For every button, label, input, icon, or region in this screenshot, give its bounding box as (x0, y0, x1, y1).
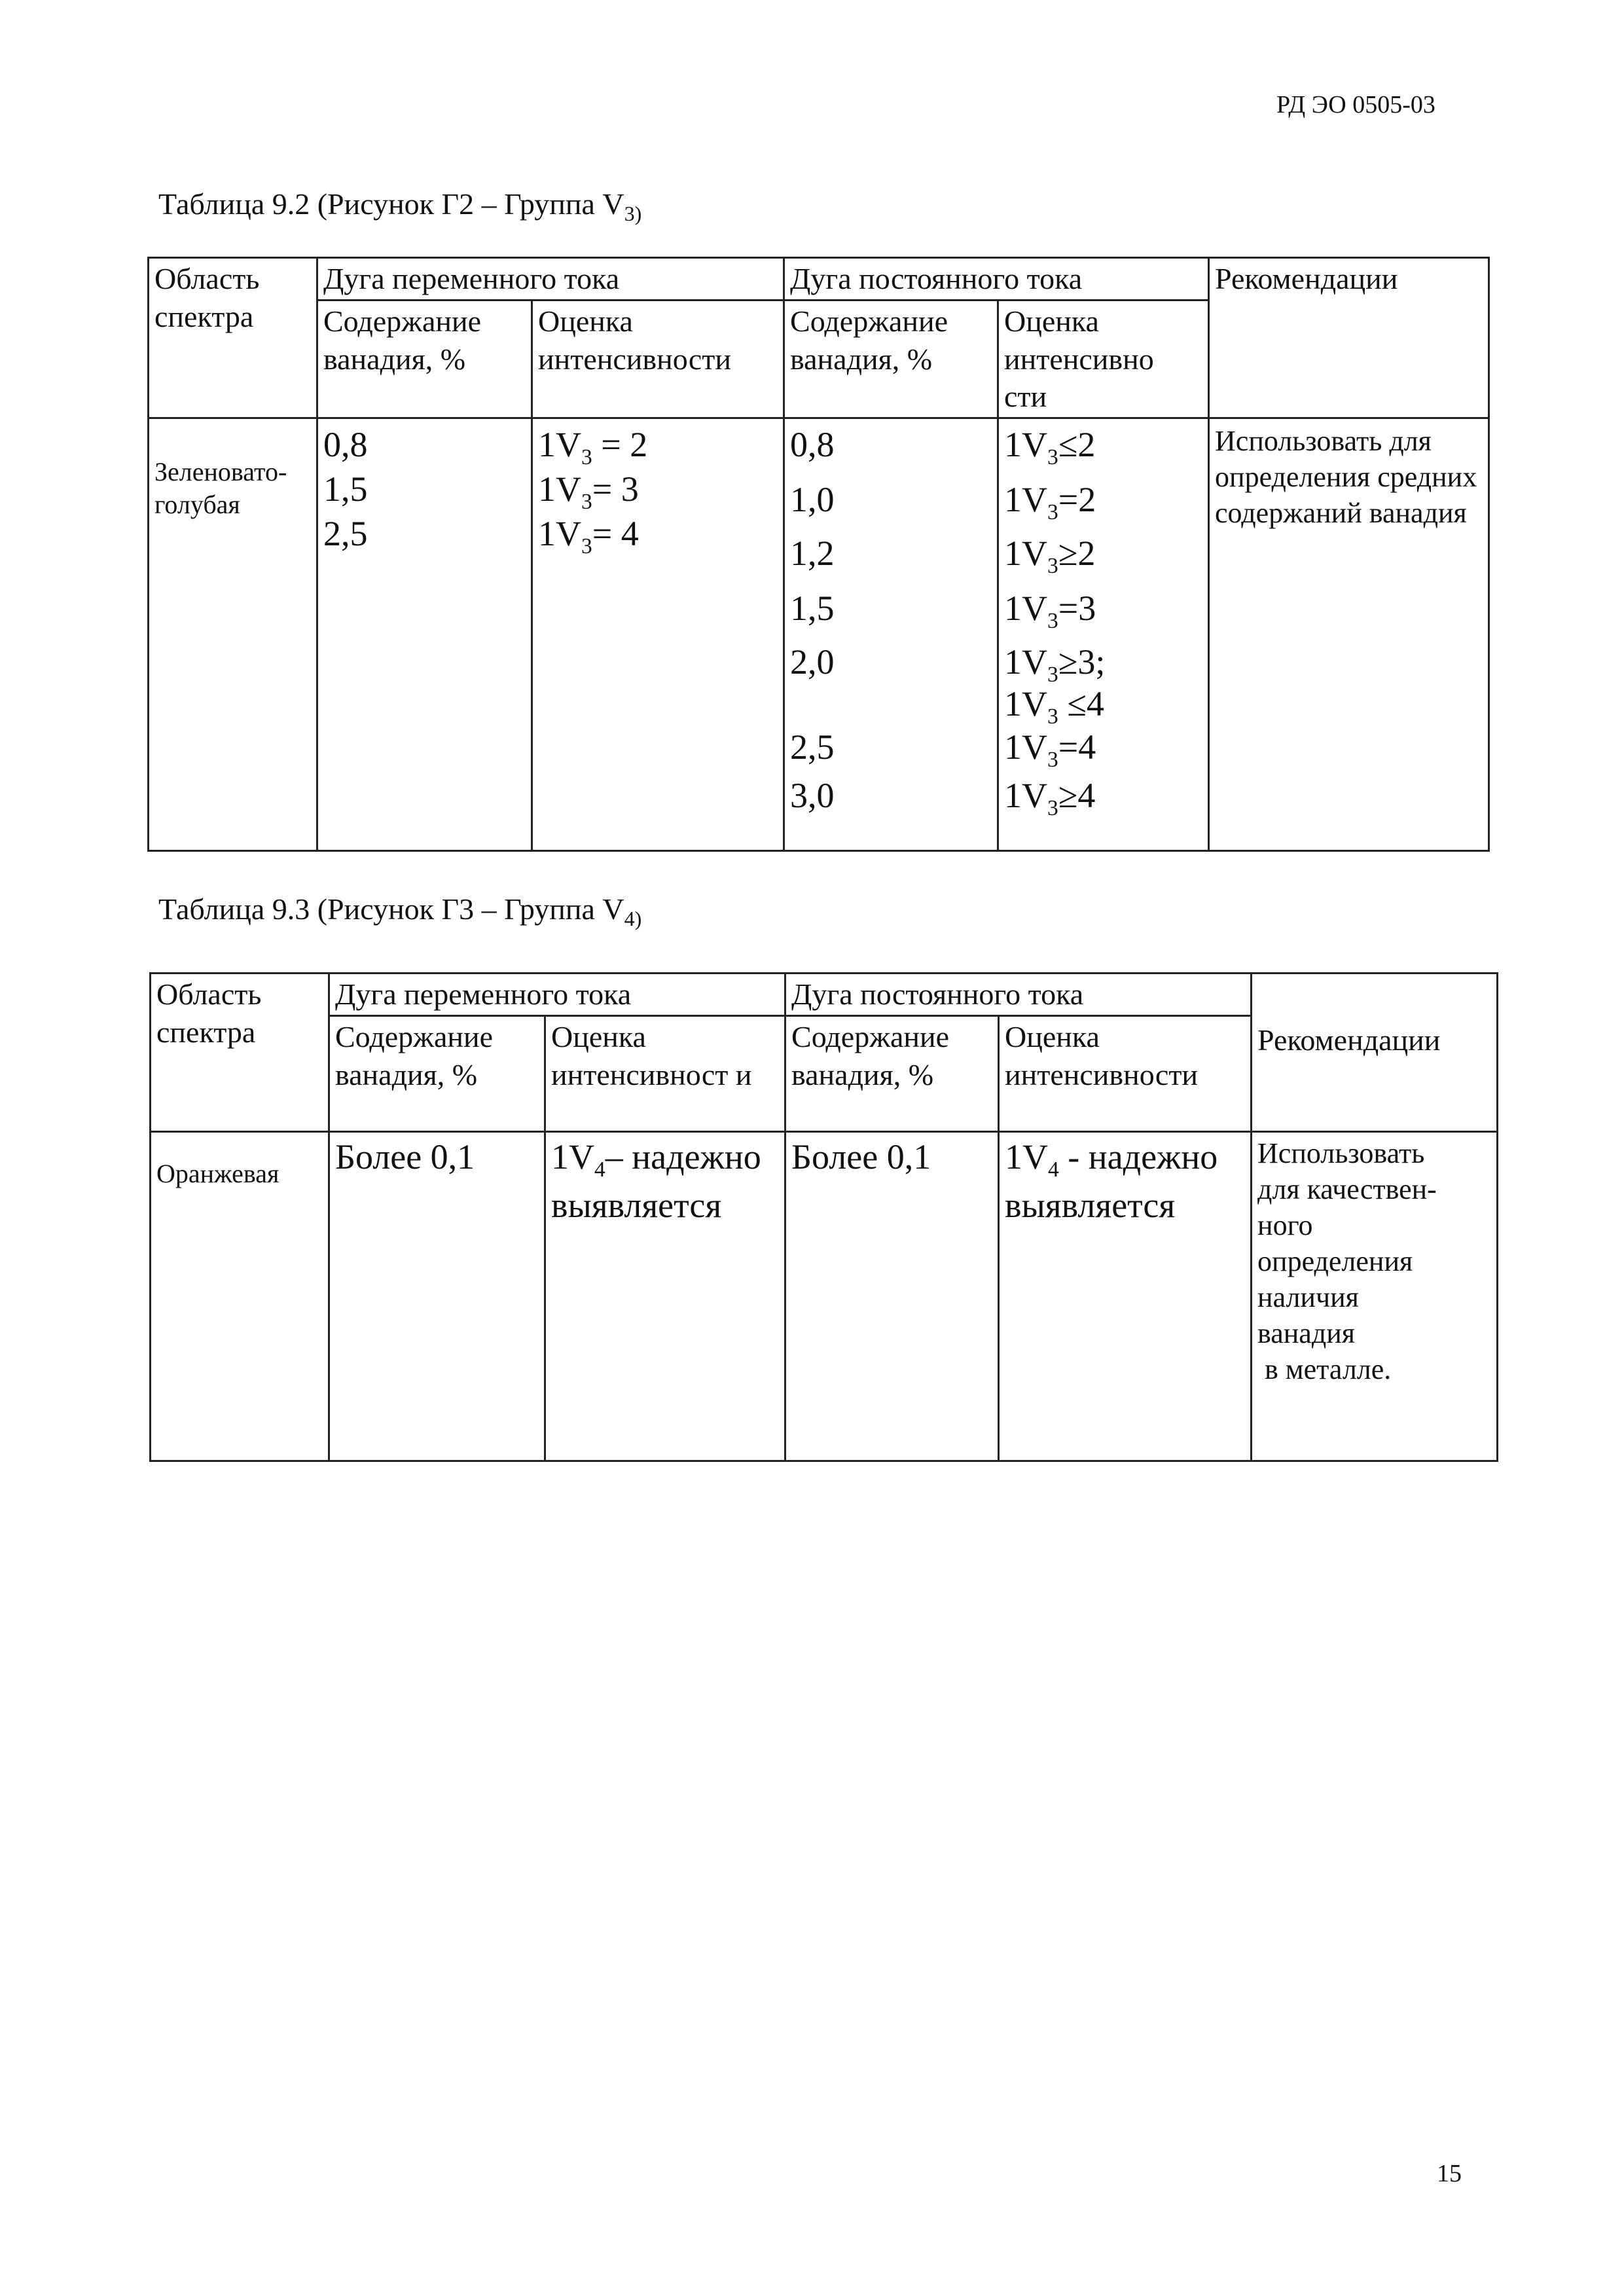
recommendation-line: в металле. (1257, 1353, 1392, 1385)
recommendation-line: ного (1257, 1209, 1313, 1241)
value-line: 2,0 (790, 642, 835, 682)
intensity-line: $1V_3=2$ (1004, 479, 1096, 524)
header-ac-arc: Дуга переменного тока (317, 258, 784, 301)
intensity-line: $1V_3\ge 3$; (1004, 642, 1106, 687)
recommendation-line: ванадия (1257, 1317, 1355, 1349)
header-dc-arc: Дуга постоянного тока (784, 258, 1209, 301)
intensity-line: $1V_3 = 2$ (538, 424, 648, 469)
region-cell: Оранжевая (151, 1132, 329, 1461)
table2-caption: Таблица 9.3 (Рисунок Г3 – Группа $V_{4)}$ (158, 892, 642, 931)
dc-content-cell (784, 418, 998, 850)
value-line: 3,0 (790, 775, 835, 815)
header-recommendations: Рекомендации (1252, 974, 1498, 1132)
value-line: 2,5 (323, 513, 368, 553)
intensity-line: $1V_3=3$ (1004, 588, 1096, 633)
header-region: Область спектра (149, 258, 317, 418)
ac-content-cell: Более 0,1 (329, 1132, 545, 1461)
header-dc-intensity: Оценка интенсивно сти (998, 301, 1209, 418)
table-9-2 (147, 257, 1490, 852)
header-dc-content: Содержание ванадия, % (784, 301, 998, 418)
ac-content-cell (317, 418, 532, 850)
recommendation-cell (1252, 1132, 1498, 1461)
intensity-line: $1V_3=4$ (1004, 727, 1096, 772)
dc-intensity-cell: $1V_4$ - надежно выявляется (999, 1132, 1252, 1461)
recommendation-cell: Использовать для определения средних содержаний ванадия (1209, 418, 1489, 850)
header-dc-content: Содержание ванадия, % (785, 1016, 999, 1132)
value-line: 2,5 (790, 727, 835, 767)
intensity-line: $1V_3\le 2$ (1004, 424, 1096, 469)
header-ac-content: Содержание ванадия, % (329, 1016, 545, 1132)
dc-content-cell: Более 0,1 (785, 1132, 999, 1461)
intensity-line: $1V_3= 4$ (538, 513, 639, 558)
value-line: 0,8 (323, 424, 368, 464)
region-cell: Зеленовато-голубая (149, 418, 317, 850)
recommendation-line: для качествен- (1257, 1173, 1437, 1205)
recommendation-line: определения (1257, 1245, 1413, 1277)
ac-intensity-cell: $1V_4-$ надежно выявляется (545, 1132, 785, 1461)
intensity-line: $1V_3= 3$ (538, 469, 639, 514)
value-line: 1,5 (323, 469, 368, 509)
intensity-line: $1V_3\ge 2$ (1004, 533, 1096, 578)
header-dc-arc: Дуга постоянного тока (785, 974, 1252, 1016)
value-line: 1,0 (790, 479, 835, 519)
table-9-3 (149, 972, 1498, 1462)
dc-intensity-cell (998, 418, 1209, 850)
header-ac-intensity: Оценка интенсивност и (545, 1016, 785, 1132)
page-number: 15 (1437, 2160, 1462, 2187)
header-region: Область спектра (151, 974, 329, 1132)
value-line: 1,2 (790, 533, 835, 573)
header-ac-content: Содержание ванадия, % (317, 301, 532, 418)
document-code: РД ЭО 0505-03 (1276, 91, 1435, 118)
intensity-line: $1V_3\ge 4$ (1004, 775, 1096, 820)
table1-caption: Таблица 9.2 (Рисунок Г2 – Группа $V_{3)}$ (158, 187, 642, 226)
header-dc-intensity: Оценка интенсивности (999, 1016, 1252, 1132)
recommendation-line: наличия (1257, 1281, 1359, 1313)
recommendation-line: Использовать (1257, 1137, 1425, 1169)
header-ac-arc: Дуга переменного тока (329, 974, 785, 1016)
value-line: 0,8 (790, 424, 835, 464)
header-recommendations: Рекомендации (1209, 258, 1489, 418)
intensity-line: $1V_3 \le 4$ (1004, 683, 1104, 729)
value-line: 1,5 (790, 588, 835, 628)
header-ac-intensity: Оценка интенсивности (532, 301, 784, 418)
ac-intensity-cell (532, 418, 784, 850)
